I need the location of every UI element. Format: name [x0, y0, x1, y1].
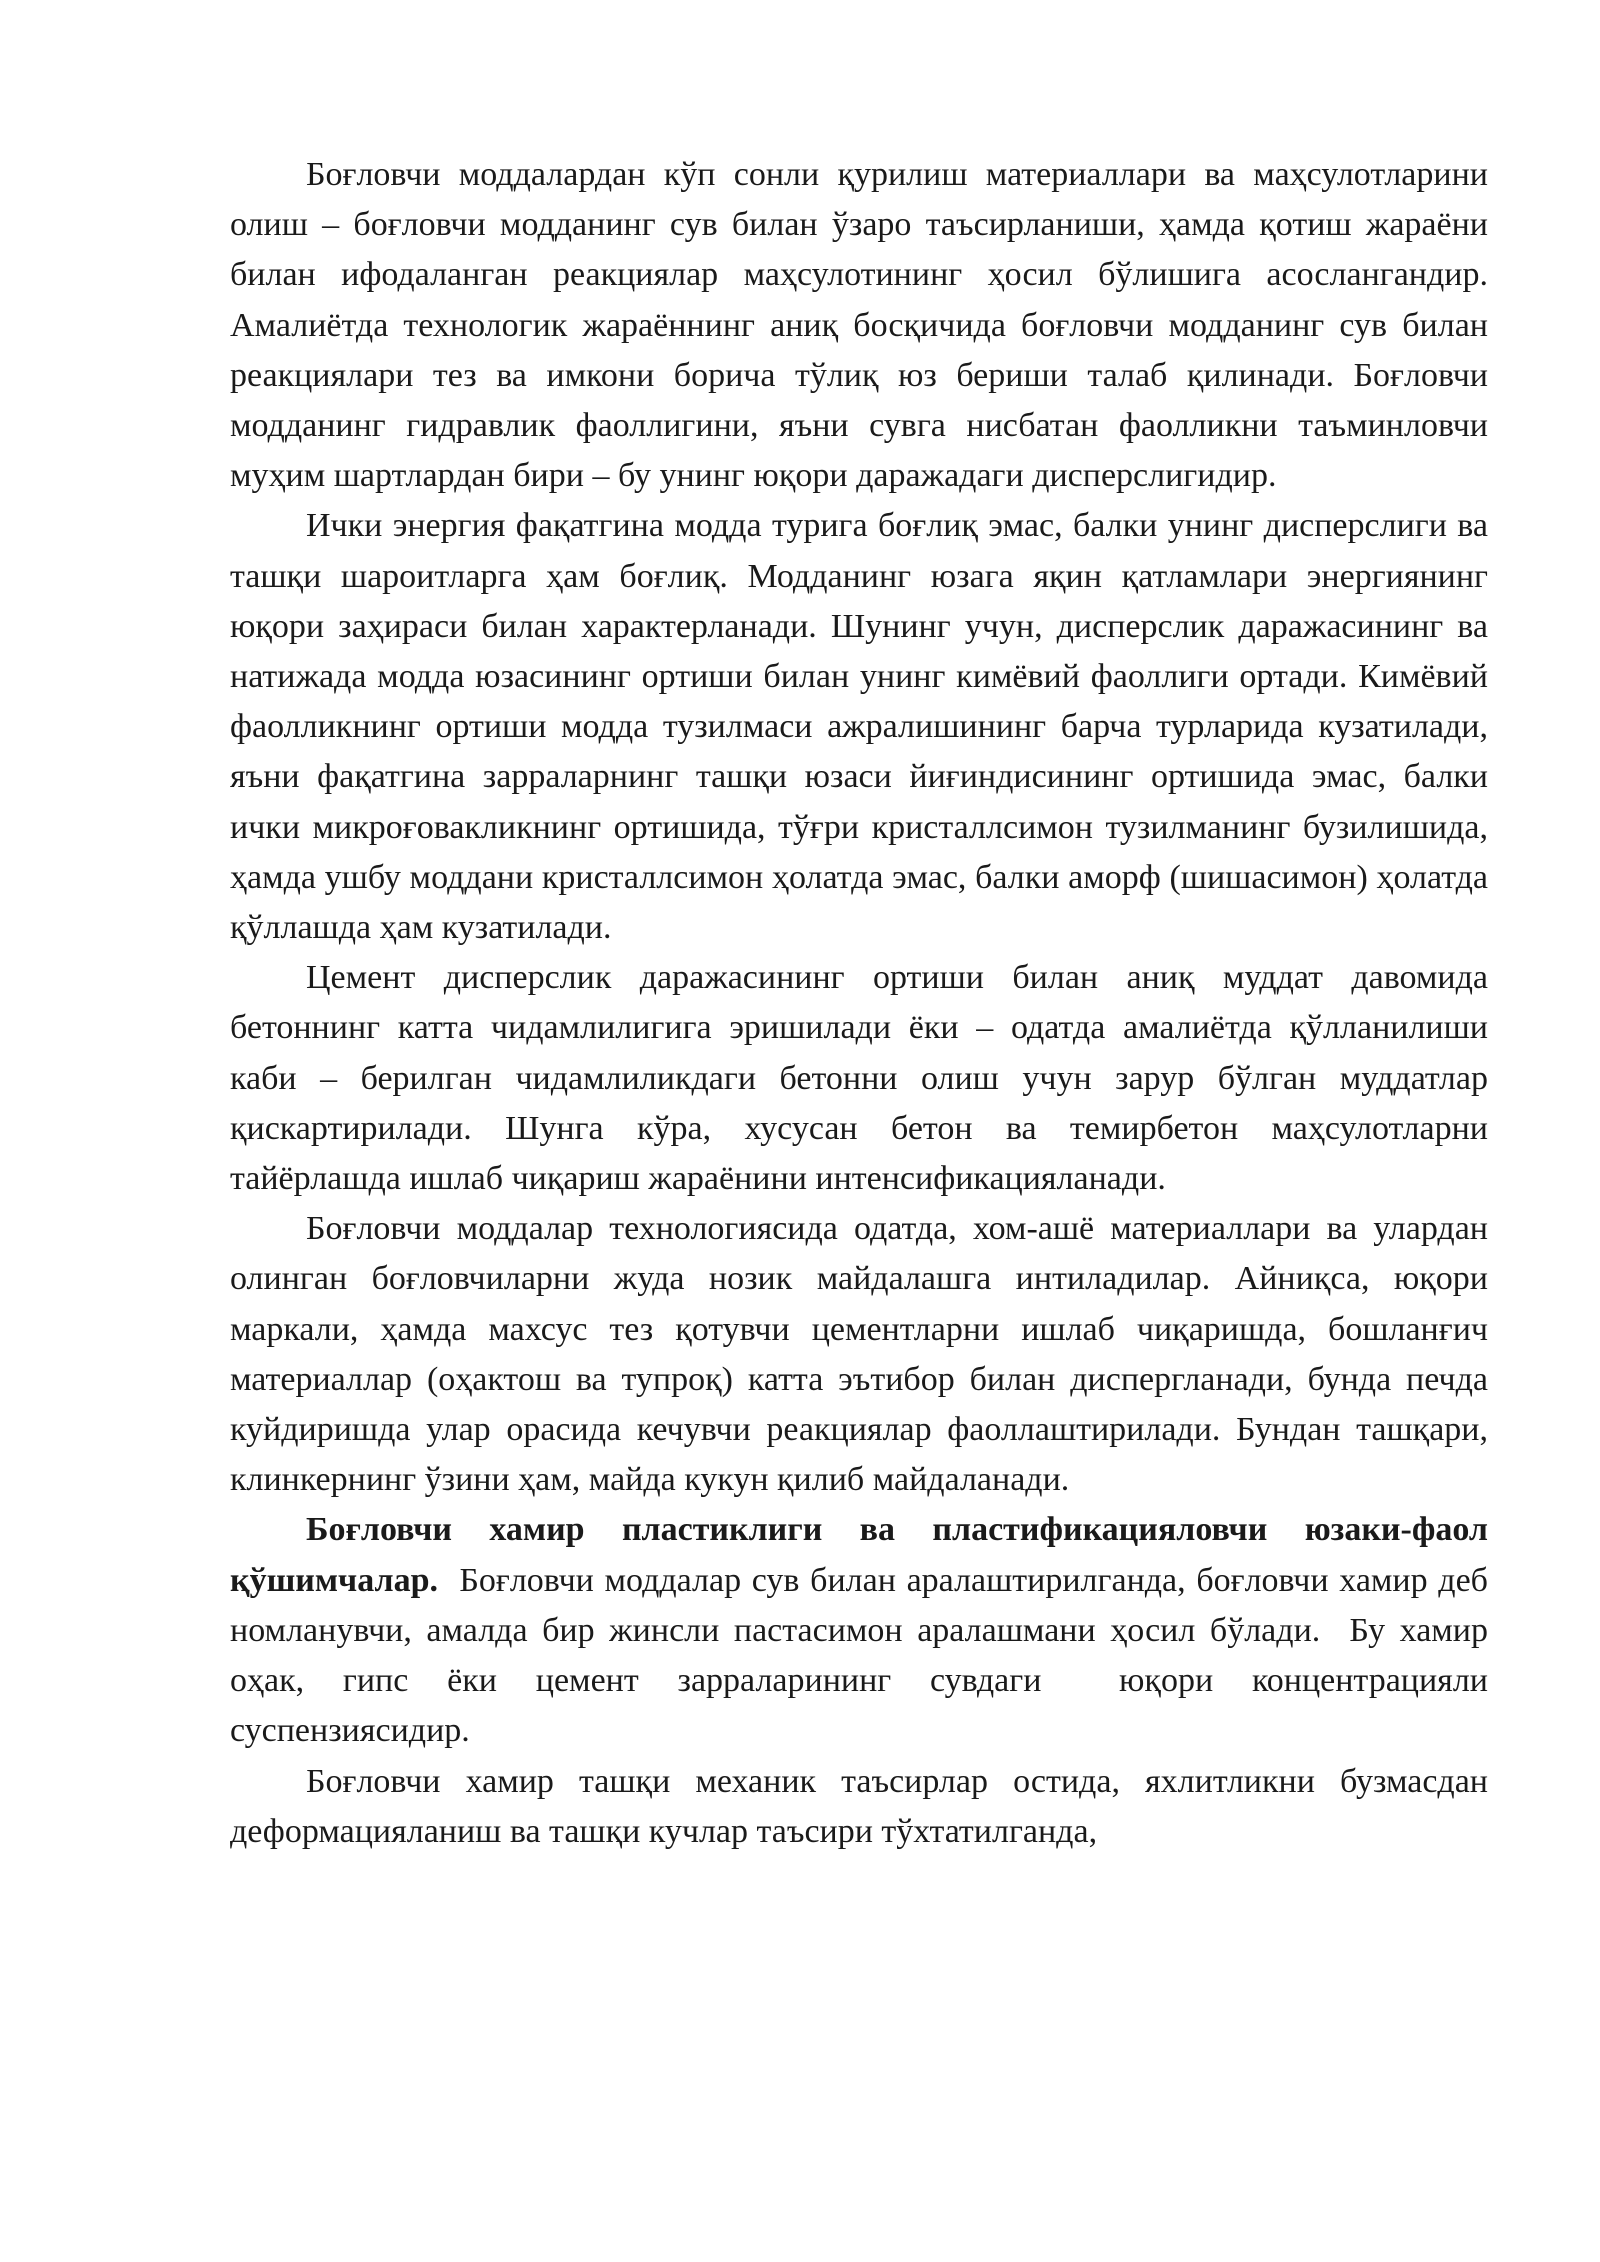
paragraph-text: Цемент дисперслик даражасининг ортиши билан аниқ муддат давомида бетоннинг катта чидамлилигига эришилади ёки – одатда амалиётда қўлланилиши каби – берилган чидамлиликдаги бетонни олиш учун зарур бўлган муддатлар қискартирилади. Шунга кўра, хусусан бетон ва темирбетон маҳсулотларни тайёрлашда ишлаб чиқариш жараёнини интенсификацияланади.	[230, 959, 1488, 1198]
paragraph-6	[230, 1757, 1488, 1857]
paragraph-2	[230, 501, 1488, 953]
paragraph-1	[230, 150, 1488, 501]
section-heading: Боғловчи хамир пластиклиги ва пластификацияловчи юзаки-фаол қўшимчалар.	[230, 1511, 1488, 1599]
paragraph-3	[230, 953, 1488, 1204]
paragraph-text: Боғловчи моддалар сув билан аралаштирилганда, боғловчи хамир деб номланувчи, амалда бир жинсли пастасимон аралашмани ҳосил бўлади. Бу хамир оҳак, гипс ёки цемент зарраларининг сувдаги юқори концентрацияли суспензиясидир.	[230, 1561, 1497, 1750]
paragraph-4	[230, 1204, 1488, 1505]
paragraph-text: Боғловчи моддалар технологиясида одатда, хом-ашё материаллари ва улардан олинган боғловчиларни жуда нозик майдалашга интиладилар. Айниқса, юқори маркали, ҳамда махсус тез қотувчи цементларни ишлаб чиқаришда, бошланғич материаллар (оҳактош ва тупроқ) катта эътибор билан диспергланади, бунда печда куйдиришда улар орасида кечувчи реакциялар фаоллаштирилади. Бундан ташқари, клинкернинг ўзини ҳам, майда кукун қилиб майдаланади.	[230, 1210, 1488, 1499]
paragraph-text: Боғловчи моддалардан кўп сонли қурилиш материаллари ва маҳсулотларини олиш – боғловчи модданинг сув билан ўзаро таъсирланиши, ҳамда қотиш жараёни билан ифодаланган реакциялар маҳсулотининг ҳосил бўлишига асослангандир. Амалиётда технологик жараённинг аниқ босқичида боғловчи модданинг сув билан реакциялари тез ва имкони борича тўлиқ юз бериши талаб қилинади. Боғловчи модданинг гидравлик фаоллигини, яъни сувга нисбатан фаолликни таъминловчи муҳим шартлардан бири – бу унинг юқори даражадаги дисперслигидир.	[230, 156, 1488, 495]
paragraph-text: Боғловчи хамир ташқи механик таъсирлар остида, яхлитликни бузмасдан деформацияланиш ва ташқи кучлар таъсири тўхтатилганда,	[230, 1762, 1488, 1850]
paragraph-5	[230, 1505, 1497, 1756]
paragraph-text: Ички энергия фақатгина модда турига боғлиқ эмас, балки унинг дисперслиги ва ташқи шароитларга ҳам боғлиқ. Модданинг юзага яқин қатламлари энергиянинг юқори заҳираси билан характерланади. Шунинг учун, дисперслик даражасининг ва натижада модда юзасининг ортиши билан унинг кимёвий фаоллиги ортади. Кимёвий фаолликнинг ортиши модда тузилмаси ажралишининг барча турларида кузатилади, яъни фақатгина зарраларнинг ташқи юзаси йиғиндисининг ортишида эмас, балки ички микроғовакликнинг ортишида, тўғри кристаллсимон тузилманинг бузилишида, ҳамда ушбу моддани кристаллсимон ҳолатда эмас, балки аморф (шишасимон) ҳолатда қўллашда ҳам кузатилади.	[230, 507, 1488, 947]
document-body	[230, 150, 1497, 1857]
